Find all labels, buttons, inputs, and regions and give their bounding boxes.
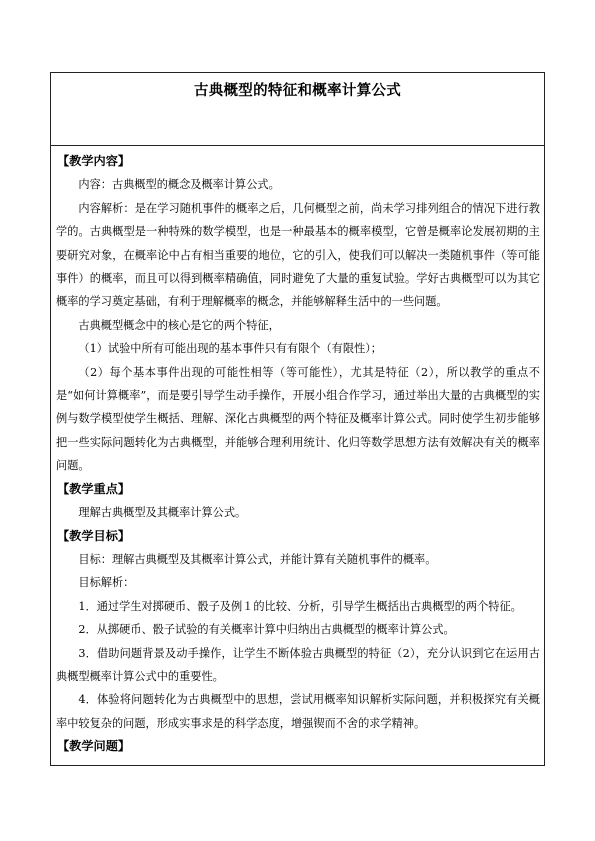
paragraph: 4．体验将问题转化为古典概型中的思想，尝试用概率知识解析实际问题，并积极探究有关概率中较复杂的问题，形成实事求是的科学态度，增强锲而不舍的求学精神。 — [56, 693, 540, 730]
paragraph: 内容解析：是在学习随机事件的概率之后，几何概型之前，尚未学习排列组合的情况下进行教学的。古典概型是一种特殊的数学模型，也是一种最基本的概率模型，它曾是概率论发展初期的主要研究对象，在概率论中占有相当重要的地位，它的引入，使我们可以解决一类随机事件（等可能事件）的概率，而且可以得到概率精确值，同时避免了大量的重复试验。学好古典概型可以为其它概率的学习奠定基础，有利于理解概率的概念，并能够解释生活中的一些问题。 — [56, 201, 540, 309]
paragraph: 目标：理解古典概型及其概率计算公式，并能计算有关随机事件的概率。 — [78, 552, 437, 566]
section-heading-problems: 【教学问题】 — [57, 739, 131, 754]
paragraph: 理解古典概型及其概率计算公式。 — [78, 506, 247, 520]
paragraph: 2．从掷硬币、骰子试验的有关概率计算中归纳出古典概型的概率计算公式。 — [78, 623, 455, 637]
paragraph: 3．借助问题背景及动手操作，让学生不断体验古典概型的特征（2），充分认识到它在运用古典概型概率计算公式中的重要性。 — [56, 646, 540, 683]
document-frame — [50, 72, 545, 766]
paragraph: 1．通过学生对掷硬币、骰子及例１的比较、分析，引导学生概括出古典概型的两个特征。 — [78, 599, 522, 613]
paragraph: 内容：古典概型的概念及概率计算公式。 — [78, 178, 280, 192]
section-heading-content: 【教学内容】 — [57, 154, 131, 168]
paragraph: 古典概型概念中的核心是它的两个特征， — [78, 318, 280, 332]
document-title: 古典概型的特征和概率计算公式 — [193, 83, 402, 99]
document-body — [56, 150, 540, 759]
paragraph: 目标解析： — [78, 576, 135, 590]
section-heading-objectives: 【教学目标】 — [57, 528, 131, 543]
section-heading-key-points: 【教学重点】 — [57, 481, 131, 496]
title-cell — [51, 73, 544, 146]
paragraph: （2）每个基本事件出现的可能性相等（等可能性），尤其是特征（2），所以教学的重点不是“如何计算概率”，而是要引导学生动手操作，开展小组合作学习，通过举出大量的古典概型的实例与数学模型使学生概括、理解、深化古典概型的两个特征及概率计算公式。同时使学生初步能够把一些实际问题转化为古典概型，并能够合理利用统计、化归等数学思想方法有效解决有关的概率问题。 — [56, 365, 540, 473]
paragraph: （1）试验中所有可能出现的基本事件只有有限个（有限性）； — [78, 342, 382, 356]
